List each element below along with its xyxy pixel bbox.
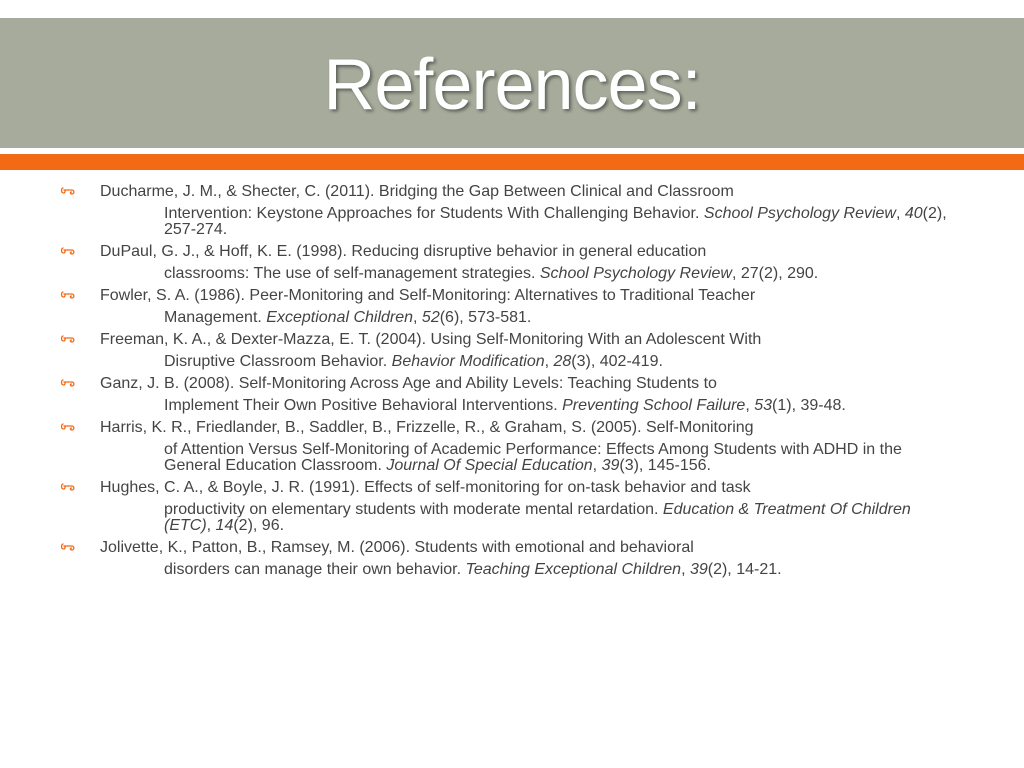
reference-journal: Exceptional Children [266, 309, 414, 326]
reference-item [60, 417, 960, 477]
reference-journal: Teaching Exceptional Children [465, 561, 682, 578]
reference-separator: , [544, 353, 554, 370]
reference-continuation [100, 263, 960, 285]
reference-first-line: Ganz, J. B. (2008). Self-Monitoring Across Age and Ability Levels: Teaching Students to [100, 375, 717, 392]
reference-list [60, 181, 960, 581]
reference-journal: School Psychology Review [539, 265, 732, 282]
scroll-bullet-icon [60, 184, 76, 198]
reference-separator: , [681, 561, 690, 578]
reference-item [60, 285, 960, 329]
reference-text: of Attention Versus Self-Monitoring of Academic Performance: Effects Among Students with ADHD in the General Education Classroom. [164, 441, 902, 474]
reference-item [60, 477, 960, 537]
reference-first-line: Harris, K. R., Friedlander, B., Saddler, B., Frizzelle, R., & Graham, S. (2005). Self-Monitoring [100, 419, 754, 436]
reference-pages: (2), 96. [233, 517, 285, 534]
reference-first-line: Fowler, S. A. (1986). Peer-Monitoring and Self-Monitoring: Alternatives to Traditional Teacher [100, 287, 756, 304]
scroll-bullet-icon [60, 244, 76, 258]
reference-separator: , [895, 205, 905, 222]
reference-separator: , [413, 309, 422, 326]
reference-continuation [100, 351, 960, 373]
scroll-bullet-icon [60, 376, 76, 390]
reference-first-line: DuPaul, G. J., & Hoff, K. E. (1998). Reducing disruptive behavior in general education [100, 243, 707, 260]
reference-first-line: Hughes, C. A., & Boyle, J. R. (1991). Effects of self-monitoring for on-task behavior and task [100, 479, 751, 496]
reference-text: classrooms: The use of self-management strategies. [164, 265, 540, 282]
reference-continuation [100, 439, 960, 477]
reference-pages: (3), 402-419. [571, 353, 663, 370]
reference-text: Management. [164, 309, 267, 326]
reference-continuation [100, 307, 960, 329]
reference-volume: 14 [215, 517, 234, 534]
reference-pages: , 27(2), 290. [731, 265, 819, 282]
reference-text: disorders can manage their own behavior. [164, 561, 466, 578]
reference-item [60, 329, 960, 373]
reference-volume: 40 [904, 205, 923, 222]
reference-journal: Behavior Modification [391, 353, 545, 370]
reference-text: productivity on elementary students with moderate mental retardation. [164, 501, 663, 518]
accent-bar [0, 154, 1024, 170]
reference-pages: (6), 573-581. [439, 309, 532, 326]
reference-continuation [100, 395, 960, 417]
reference-pages: (2), 257-274. [164, 205, 947, 238]
reference-text: Intervention: Keystone Approaches for Students With Challenging Behavior. [164, 205, 704, 222]
reference-volume: 52 [421, 309, 440, 326]
reference-journal: Education & Treatment Of Children (ETC) [164, 501, 911, 534]
reference-continuation [100, 203, 960, 241]
reference-pages: (1), 39-48. [772, 397, 846, 414]
reference-journal: Preventing School Failure [562, 397, 746, 414]
reference-pages: (3), 145-156. [619, 457, 711, 474]
reference-item [60, 241, 960, 285]
reference-continuation [100, 499, 960, 537]
reference-separator: , [592, 457, 602, 474]
scroll-bullet-icon [60, 540, 76, 554]
reference-separator: , [745, 397, 755, 414]
scroll-bullet-icon [60, 420, 76, 434]
reference-separator: , [206, 517, 216, 534]
reference-first-line: Freeman, K. A., & Dexter-Mazza, E. T. (2004). Using Self-Monitoring With an Adolescent With [100, 331, 762, 348]
reference-continuation [100, 559, 960, 581]
reference-item [60, 373, 960, 417]
reference-journal: Journal Of Special Education [386, 457, 593, 474]
reference-volume: 53 [754, 397, 773, 414]
reference-text: Disruptive Classroom Behavior. [164, 353, 392, 370]
reference-journal: School Psychology Review [703, 205, 896, 222]
scroll-bullet-icon [60, 480, 76, 494]
reference-pages: (2), 14-21. [707, 561, 782, 578]
reference-volume: 39 [601, 457, 620, 474]
scroll-bullet-icon [60, 288, 76, 302]
reference-volume: 39 [689, 561, 708, 578]
reference-item [60, 537, 960, 581]
scroll-bullet-icon [60, 332, 76, 346]
slide-title: References: [323, 45, 701, 125]
reference-text: Implement Their Own Positive Behavioral Interventions. [164, 397, 563, 414]
reference-volume: 28 [553, 353, 572, 370]
reference-first-line: Ducharme, J. M., & Shecter, C. (2011). Bridging the Gap Between Clinical and Classroom [100, 183, 734, 200]
reference-first-line: Jolivette, K., Patton, B., Ramsey, M. (2006). Students with emotional and behavioral [100, 539, 694, 556]
reference-item [60, 181, 960, 241]
